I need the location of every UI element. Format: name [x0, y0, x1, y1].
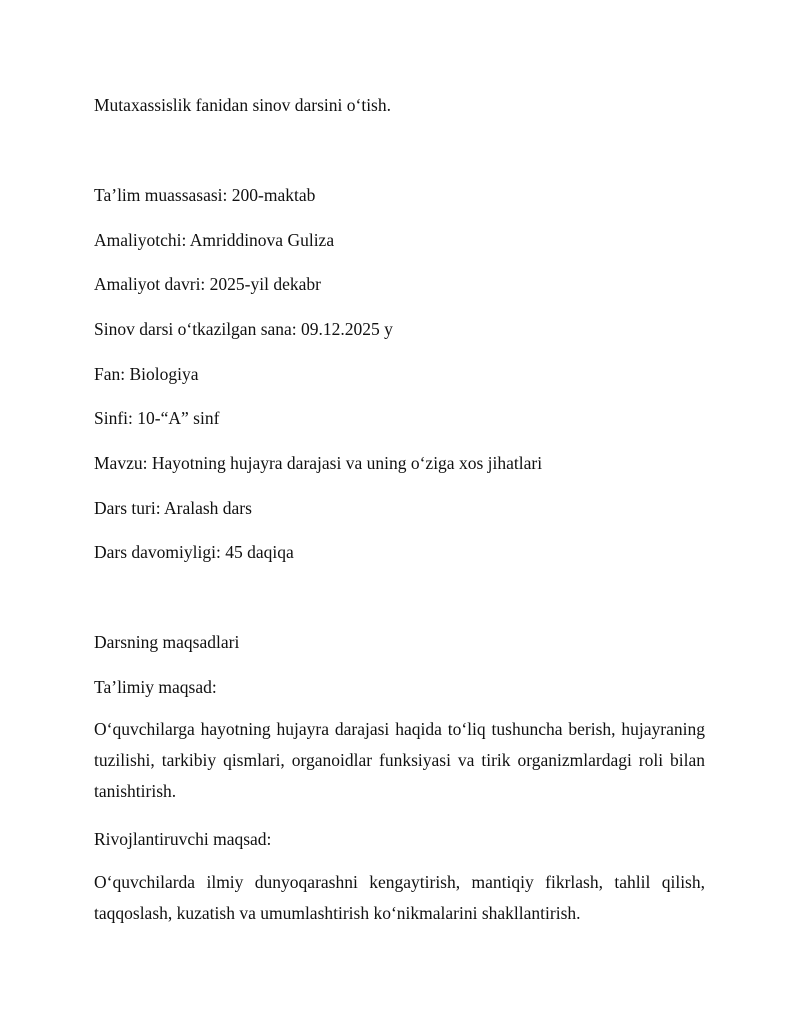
developmental-goal-heading: Rivojlantiruvchi maqsad:	[94, 829, 272, 849]
goals-heading: Darsning maqsadlari	[94, 632, 240, 652]
info-lesson-date: Sinov darsi o‘tkazilgan sana: 09.12.2025 y	[94, 319, 393, 339]
info-trainee: Amaliyotchi: Amriddinova Guliza	[94, 230, 335, 250]
info-class: Sinfi: 10-“A” sinf	[94, 408, 220, 428]
document-title: Mutaxassislik fanidan sinov darsini o‘tish.	[94, 95, 391, 115]
educational-goal-heading: Ta’limiy maqsad:	[94, 677, 217, 697]
info-lesson-type: Dars turi: Aralash dars	[94, 498, 252, 518]
info-duration: Dars davomiyligi: 45 daqiqa	[94, 542, 294, 562]
info-institution: Ta’lim muassasasi: 200-maktab	[94, 185, 316, 205]
developmental-goal-text: O‘quvchilarda ilmiy dunyoqarashni kengaytirish, mantiqiy fikrlash, tahlil qilish, taqqoslash, kuzatish va umumlashtirish ko‘nikmalarini shakllantirish.	[94, 872, 705, 923]
educational-goal-text: O‘quvchilarga hayotning hujayra darajasi haqida to‘liq tushuncha berish, hujayraning tuzilishi, tarkibiy qismlari, organoidlar funksiyasi va tirik organizmlardagi roli bilan tanishtirish.	[94, 719, 705, 801]
info-practice-period: Amaliyot davri: 2025-yil dekabr	[94, 274, 321, 294]
info-topic: Mavzu: Hayotning hujayra darajasi va uning o‘ziga xos jihatlari	[94, 453, 543, 473]
info-subject: Fan: Biologiya	[94, 364, 199, 384]
